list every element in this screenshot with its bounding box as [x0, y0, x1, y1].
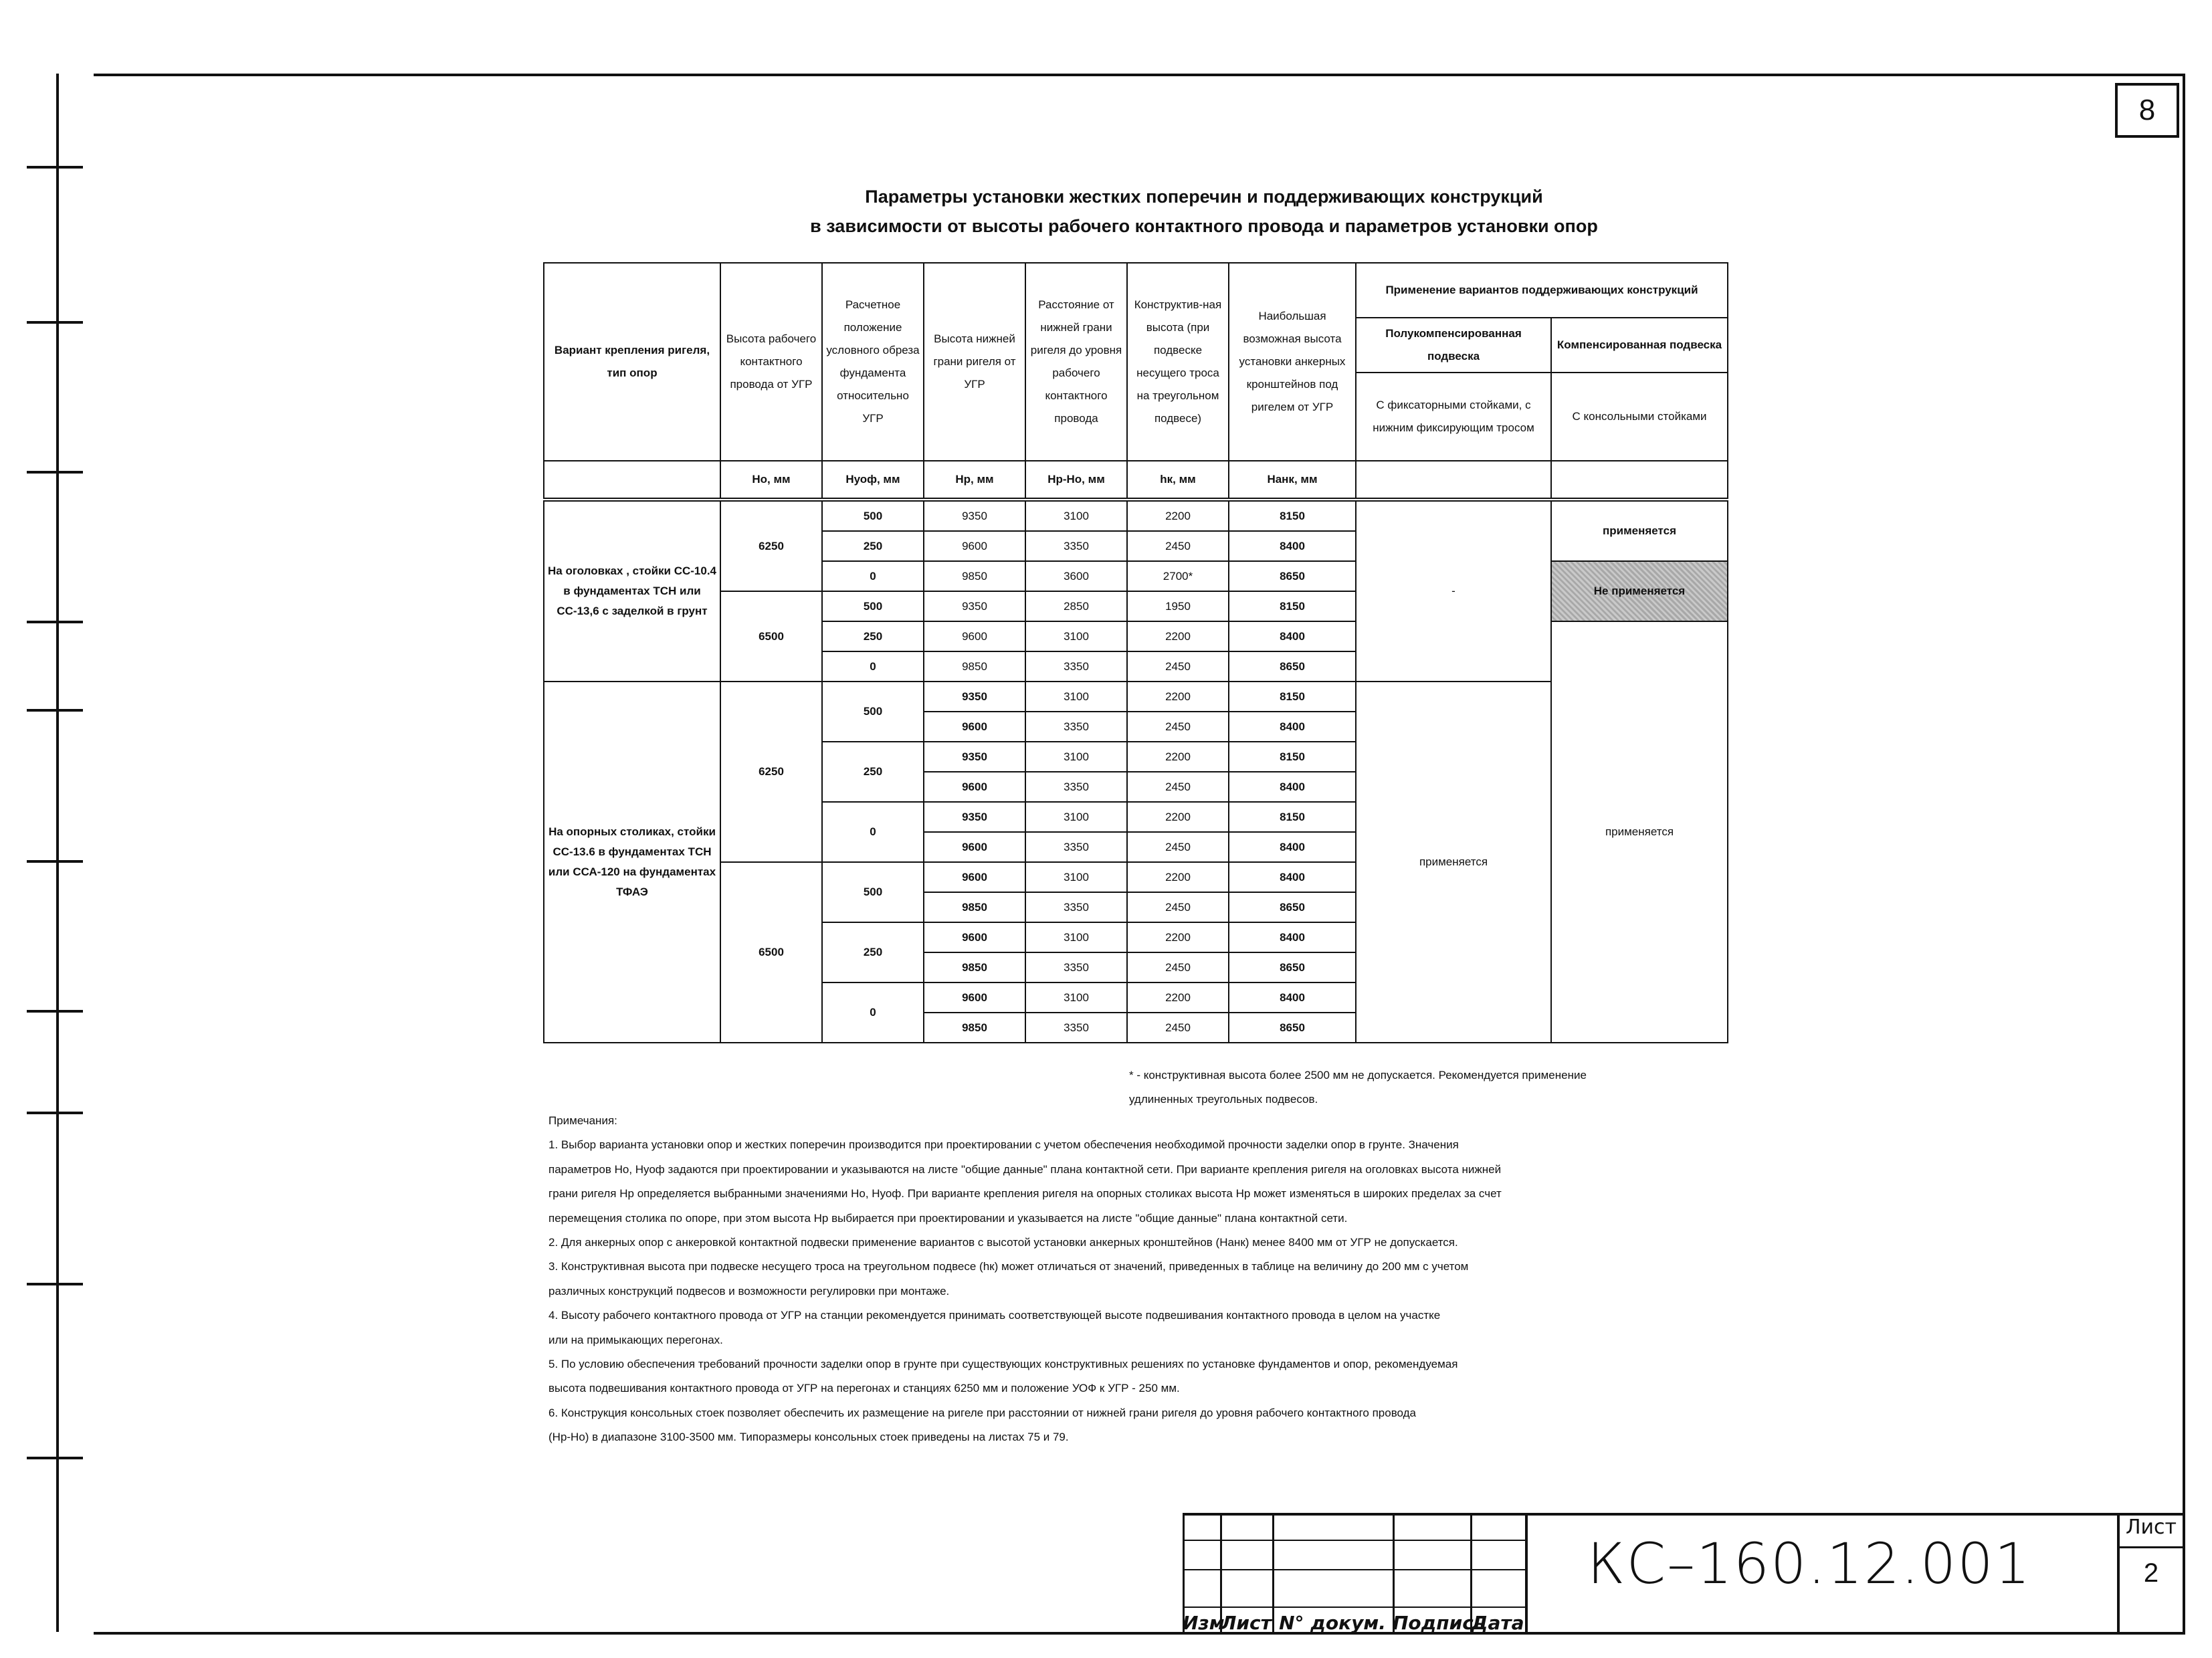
cell: 250: [822, 621, 924, 651]
cell: 3350: [1025, 772, 1127, 802]
header-height-wire: Высота рабочего контактного провода от УГР: [720, 263, 822, 461]
stamp-row-line: [1183, 1540, 1525, 1541]
header-calc-position: Расчетное положение условного обреза фундамента относительно УГР: [822, 263, 924, 461]
cell: 9350: [924, 500, 1025, 531]
cell: 3100: [1025, 802, 1127, 832]
cell: 2450: [1127, 1013, 1229, 1043]
header-compensated: Компенсированная подвеска: [1551, 318, 1728, 373]
units-empty: [544, 461, 720, 500]
cell: 3350: [1025, 1013, 1127, 1043]
sheet-number: 2: [2143, 1558, 2159, 1588]
note-line: различных конструкций подвесов и возможности регулировки при монтаже.: [548, 1284, 950, 1298]
page-number-box: [2115, 83, 2179, 138]
cell: 9600: [924, 982, 1025, 1013]
group2-nuof: 0: [822, 802, 924, 862]
note-line: параметров Но, Нуоф задаются при проектировании и указываются на листе "общие данные" плана контактной сети. При варианте крепления ригеля на оголовках высота нижней: [548, 1162, 1502, 1176]
cell: 2450: [1127, 832, 1229, 862]
cell: 3350: [1025, 651, 1127, 682]
cell: 2200: [1127, 742, 1229, 772]
stamp-row-line: [1183, 1607, 1525, 1608]
cell: 3100: [1025, 742, 1127, 772]
note-line: перемещения столика по опоре, при этом высота Нр выбирается при проектировании и указывается на листе "общие данные" плана контактной сети.: [548, 1211, 1348, 1225]
note-line: 2. Для анкерных опор с анкеровкой контактной подвески применение вариантов с высотой установки анкерных кронштейнов (Нанк) менее 8400 мм от УГР не допускается.: [548, 1236, 1458, 1249]
header-max-height: Наибольшая возможная высота установки анкерных кронштейнов под ригелем от УГР: [1229, 263, 1356, 461]
cell: 3350: [1025, 952, 1127, 982]
group1-label: На оголовках , стойки СС-10.4 в фундаментах ТСН или СС-13,6 с заделкой в грунт: [544, 500, 720, 682]
cell: 8400: [1229, 922, 1356, 952]
table-footnote: [1129, 1063, 1798, 1112]
cell: 9600: [924, 772, 1025, 802]
header-distance: Расстояние от нижней грани ригеля до уровня рабочего контактного провода: [1025, 263, 1127, 461]
cell: 0: [822, 651, 924, 682]
cell: 8400: [1229, 621, 1356, 651]
cell: 2200: [1127, 802, 1229, 832]
binding-tick: [27, 1457, 83, 1459]
group2-ho: 6250: [720, 682, 822, 862]
cell: 2700*: [1127, 561, 1229, 591]
title-line-1: Параметры установки жестких поперечин и поддерживающих конструкций: [865, 187, 1543, 207]
notes-block: [548, 1109, 1686, 1450]
cell: 8150: [1229, 802, 1356, 832]
unit-hk: hк, мм: [1127, 461, 1229, 500]
binding-tick: [27, 166, 83, 169]
cell: 8650: [1229, 892, 1356, 922]
unit-ho: Но, мм: [720, 461, 822, 500]
cell: 8650: [1229, 651, 1356, 682]
cell: 3100: [1025, 500, 1127, 531]
cell: 3100: [1025, 982, 1127, 1013]
revision-block: [1183, 1513, 1525, 1632]
cell: 9850: [924, 1013, 1025, 1043]
table-row: [544, 500, 1728, 531]
stamp-label-rev: Изм: [1183, 1612, 1225, 1634]
cell: 8150: [1229, 500, 1356, 531]
sheet-divider: [2117, 1546, 2185, 1548]
cell: 2200: [1127, 922, 1229, 952]
header-application: Применение вариантов поддерживающих конструкций: [1356, 263, 1728, 318]
header-comp-desc: С консольными стойками: [1551, 373, 1728, 461]
cell: 3100: [1025, 862, 1127, 892]
binding-strip: [27, 74, 59, 1632]
cell: 2450: [1127, 892, 1229, 922]
cell: 500: [822, 591, 924, 621]
cell: 9350: [924, 591, 1025, 621]
cell: 0: [822, 561, 924, 591]
cell: 3350: [1025, 531, 1127, 561]
cell: 9850: [924, 651, 1025, 682]
cell: 8150: [1229, 682, 1356, 712]
cell: 500: [822, 500, 924, 531]
binding-tick: [27, 860, 83, 863]
cell: 9600: [924, 531, 1025, 561]
cell: 9600: [924, 922, 1025, 952]
binding-tick: [27, 321, 83, 324]
group1-semi: -: [1356, 500, 1551, 682]
cell: 8400: [1229, 772, 1356, 802]
cell: 250: [822, 531, 924, 561]
cell: 2450: [1127, 531, 1229, 561]
cell: 2850: [1025, 591, 1127, 621]
cell: 8400: [1229, 982, 1356, 1013]
cell: 8400: [1229, 862, 1356, 892]
cell: 9350: [924, 802, 1025, 832]
cell: 9350: [924, 742, 1025, 772]
group2-nuof: 500: [822, 862, 924, 922]
cell: 3350: [1025, 832, 1127, 862]
notes-heading: Примечания:: [548, 1114, 617, 1127]
note-line: или на примыкающих перегонах.: [548, 1333, 723, 1346]
cell: 9600: [924, 712, 1025, 742]
header-construct-height: Конструктив-ная высота (при подвеске несущего троса на треугольном подвесе): [1127, 263, 1229, 461]
cell: 2200: [1127, 682, 1229, 712]
group2-nuof: 250: [822, 922, 924, 982]
cell: 8650: [1229, 1013, 1356, 1043]
cell: 9350: [924, 682, 1025, 712]
cell: 8650: [1229, 561, 1356, 591]
footnote-line-2: удлиненных треугольных подвесов.: [1129, 1093, 1318, 1106]
header-height-lower: Высота нижней грани ригеля от УГР: [924, 263, 1025, 461]
cell: 3600: [1025, 561, 1127, 591]
group2-nuof: 500: [822, 682, 924, 742]
table-row: [544, 682, 1728, 712]
footnote-line-1: * - конструктивная высота более 2500 мм не допускается. Рекомендуется применение: [1129, 1069, 1587, 1081]
document-code: КС–160.12.001: [1587, 1531, 2032, 1596]
stamp-label-sheet: Лист: [1221, 1612, 1272, 1634]
cell: 9850: [924, 561, 1025, 591]
cell: 3350: [1025, 712, 1127, 742]
parameters-table: [543, 262, 1728, 1043]
note-line: 4. Высоту рабочего контактного провода от УГР на станции рекомендуется принимать соответствующей высоте подвешивания контактного провода в целом на участке: [548, 1309, 1441, 1322]
note-line: высота подвешивания контактного провода от УГР на перегонах и станциях 6250 мм и положение УОФ к УГР - 250 мм.: [548, 1382, 1180, 1395]
cell: 2200: [1127, 500, 1229, 531]
cell: 2450: [1127, 952, 1229, 982]
cell: 9600: [924, 621, 1025, 651]
cell: 1950: [1127, 591, 1229, 621]
frame-bottom-border: [94, 1632, 2185, 1635]
cell: 2450: [1127, 712, 1229, 742]
cell: 2450: [1127, 772, 1229, 802]
header-variant: Вариант крепления ригеля, тип опор: [544, 263, 720, 461]
group2-semi: применяется: [1356, 682, 1551, 1043]
binding-tick: [27, 1283, 83, 1285]
cell: 3100: [1025, 621, 1127, 651]
binding-tick: [27, 621, 83, 623]
stamp-label-signature: Подпись: [1393, 1612, 1486, 1634]
stamp-label-docnum: N° докум.: [1279, 1612, 1386, 1634]
cell: 8650: [1229, 952, 1356, 982]
cell: 3100: [1025, 922, 1127, 952]
group2-nuof: 250: [822, 742, 924, 802]
cell: 2200: [1127, 621, 1229, 651]
cell: 9850: [924, 892, 1025, 922]
frame-right-border: [2183, 74, 2185, 1635]
group1-ho: 6250: [720, 500, 822, 591]
group1-comp-not-applies: Не применяется: [1551, 561, 1728, 621]
cell: 8400: [1229, 832, 1356, 862]
binding-tick: [27, 1112, 83, 1114]
group2-ho: 6500: [720, 862, 822, 1043]
page-number: 8: [2138, 94, 2156, 126]
group2-label: На опорных столиках, стойки СС-13.6 в фундаментах ТСН или ССА-120 на фундаментах ТФАЭ: [544, 682, 720, 1043]
group2-nuof: 0: [822, 982, 924, 1043]
binding-tick: [27, 471, 83, 474]
note-line: 3. Конструктивная высота при подвеске несущего троса на треугольном подвесе (hк) может отличаться от значений, приведенных в таблице на величину до 200 мм с учетом: [548, 1260, 1469, 1273]
cell: 8400: [1229, 712, 1356, 742]
stamp-row-line: [1183, 1569, 1525, 1570]
note-line: 5. По условию обеспечения требований прочности заделки опор в грунте при существующих конструктивных решениях по установке фундаментов и опор, рекомендуемая: [548, 1358, 1458, 1371]
note-line: (Нр-Но) в диапазоне 3100-3500 мм. Типоразмеры консольных стоек приведены на листах 75 и 79.: [548, 1431, 1069, 1444]
cell: 2200: [1127, 862, 1229, 892]
unit-nank: Нанк, мм: [1229, 461, 1356, 500]
sheet-label: Лист: [2125, 1516, 2177, 1539]
group1-ho: 6500: [720, 591, 822, 682]
units-empty: [1356, 461, 1551, 500]
cell: 2450: [1127, 651, 1229, 682]
stamp-label-date: Дата: [1471, 1612, 1524, 1634]
cell: 8150: [1229, 742, 1356, 772]
binding-tick: [27, 709, 83, 712]
cell: 9600: [924, 832, 1025, 862]
group1-comp-applies: применяется: [1551, 500, 1728, 561]
header-semi-desc: С фиксаторными стойками, с нижним фиксирующим тросом: [1356, 373, 1551, 461]
cell: 3350: [1025, 892, 1127, 922]
units-empty: [1551, 461, 1728, 500]
cell: 9600: [924, 862, 1025, 892]
header-semi-compensated: Полукомпенсированная подвеска: [1356, 318, 1551, 373]
cell: 3100: [1025, 682, 1127, 712]
note-line: 6. Конструкция консольных стоек позволяет обеспечить их размещение на ригеле при расстоянии от нижней грани ригеля до уровня рабочего контактного провода: [548, 1406, 1416, 1419]
cell: 9850: [924, 952, 1025, 982]
unit-hr: Нр, мм: [924, 461, 1025, 500]
frame-top-border: [94, 74, 2185, 76]
cell: 2200: [1127, 982, 1229, 1013]
unit-hr-ho: Нр-Но, мм: [1025, 461, 1127, 500]
binding-tick: [27, 1010, 83, 1013]
group2-comp: применяется: [1551, 621, 1728, 1043]
title-line-2: в зависимости от высоты рабочего контактного провода и параметров установки опор: [810, 216, 1598, 236]
note-line: грани ригеля Нр определяется выбранными значениями Но, Нуоф. При варианте крепления ригеля на опорных столиках высота Нр может изменяться в широких пределах за счет: [548, 1187, 1502, 1201]
cell: 8400: [1229, 531, 1356, 561]
cell: 8150: [1229, 591, 1356, 621]
unit-nuof: Нуоф, мм: [822, 461, 924, 500]
document-title: [548, 182, 1859, 241]
note-line: 1. Выбор варианта установки опор и жестких поперечин производится при проектировании с учетом обеспечения необходимой прочности заделки опор в грунте. Значения: [548, 1138, 1459, 1152]
